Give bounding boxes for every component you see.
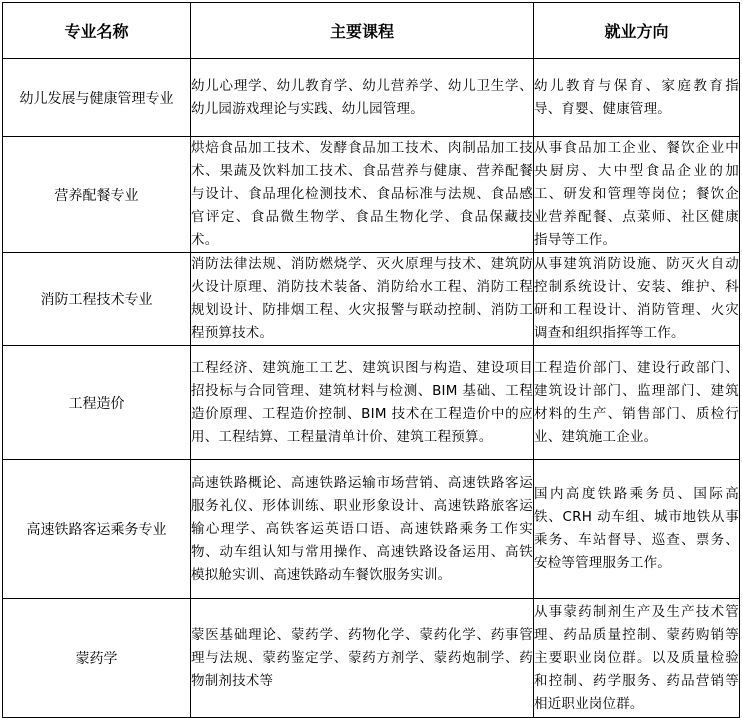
major-name: 工程造价: [3, 346, 191, 460]
main-courses: 蒙医基础理论、蒙药学、药物化学、蒙药化学、药事管理与法规、蒙药鉴定学、蒙药方剂学、蒙药炮制学、药物制剂技术等: [191, 599, 534, 718]
employment-direction: 从事食品加工企业、餐饮企业中央厨房、大中型食品企业的加工、研发和管理等岗位；餐饮企业营养配餐、点菜师、社区健康指导等工作。: [534, 137, 740, 253]
main-courses: 消防法律法规、消防燃烧学、灭火原理与技术、建筑防火设计原理、消防技术装备、消防给水工程、消防工程规划设计、防排烟工程、火灾报警与联动控制、消防工程预算技术。: [191, 253, 534, 346]
major-name: 蒙药学: [3, 599, 191, 718]
employment-direction: 国内高度铁路乘务员、国际高铁、CRH 动车组、城市地铁从事乘务、车站督导、巡查、票务、安检等管理服务工作。: [534, 460, 740, 599]
header-courses: 主要课程: [191, 3, 534, 59]
employment-direction: 工程造价部门、建设行政部门、建筑设计部门、监理部门、建筑材料的生产、销售部门、质检行业、建筑施工企业。: [534, 346, 740, 460]
employment-direction: 幼儿教育与保育、家庭教育指导、育婴、健康管理。: [534, 59, 740, 137]
main-courses: 幼儿心理学、幼儿教育学、幼儿营养学、幼儿卫生学、幼儿园游戏理论与实践、幼儿园管理。: [191, 59, 534, 137]
header-row: [3, 3, 740, 59]
employment-direction: 从事建筑消防设施、防灭火自动控制系统设计、安装、维护、科研和工程设计、消防管理、火灾调查和组织指挥等工作。: [534, 253, 740, 346]
main-courses: 高速铁路概论、高速铁路运输市场营销、高速铁路客运服务礼仪、形体训练、职业形象设计、高速铁路旅客运输心理学、高铁客运英语口语、高速铁路乘务工作实物、动车组认知与常用操作、高速铁路设备运用、高铁模拟舱实训、高速铁路动车餐饮服务实训。: [191, 460, 534, 599]
majors-table: [2, 2, 740, 718]
major-name: 营养配餐专业: [3, 137, 191, 253]
table-row: [3, 460, 740, 599]
header-employment: 就业方向: [534, 3, 740, 59]
main-courses: 工程经济、建筑施工工艺、建筑识图与构造、建设项目招投标与合同管理、建筑材料与检测、BIM 基础、工程造价原理、工程造价控制、BIM 技术在工程造价中的应用、工程结算、工程量清单计价、建筑工程预算。: [191, 346, 534, 460]
major-name: 消防工程技术专业: [3, 253, 191, 346]
table-row: [3, 253, 740, 346]
major-name: 高速铁路客运乘务专业: [3, 460, 191, 599]
main-courses: 烘焙食品加工技术、发酵食品加工技术、肉制品加工技术、果蔬及饮料加工技术、食品营养与健康、营养配餐与设计、食品理化检测技术、食品标准与法规、食品感官评定、食品微生物学、食品生物化学、食品保藏技术。: [191, 137, 534, 253]
table-row: [3, 346, 740, 460]
major-name: 幼儿发展与健康管理专业: [3, 59, 191, 137]
header-major: 专业名称: [3, 3, 191, 59]
table-row: [3, 599, 740, 718]
table-row: [3, 59, 740, 137]
employment-direction: 从事蒙药制剂生产及生产技术管理、药品质量控制、蒙药购销等主要职业岗位群。以及质量检验和控制、药学服务、药品营销等相近职业岗位群。: [534, 599, 740, 718]
table-row: [3, 137, 740, 253]
